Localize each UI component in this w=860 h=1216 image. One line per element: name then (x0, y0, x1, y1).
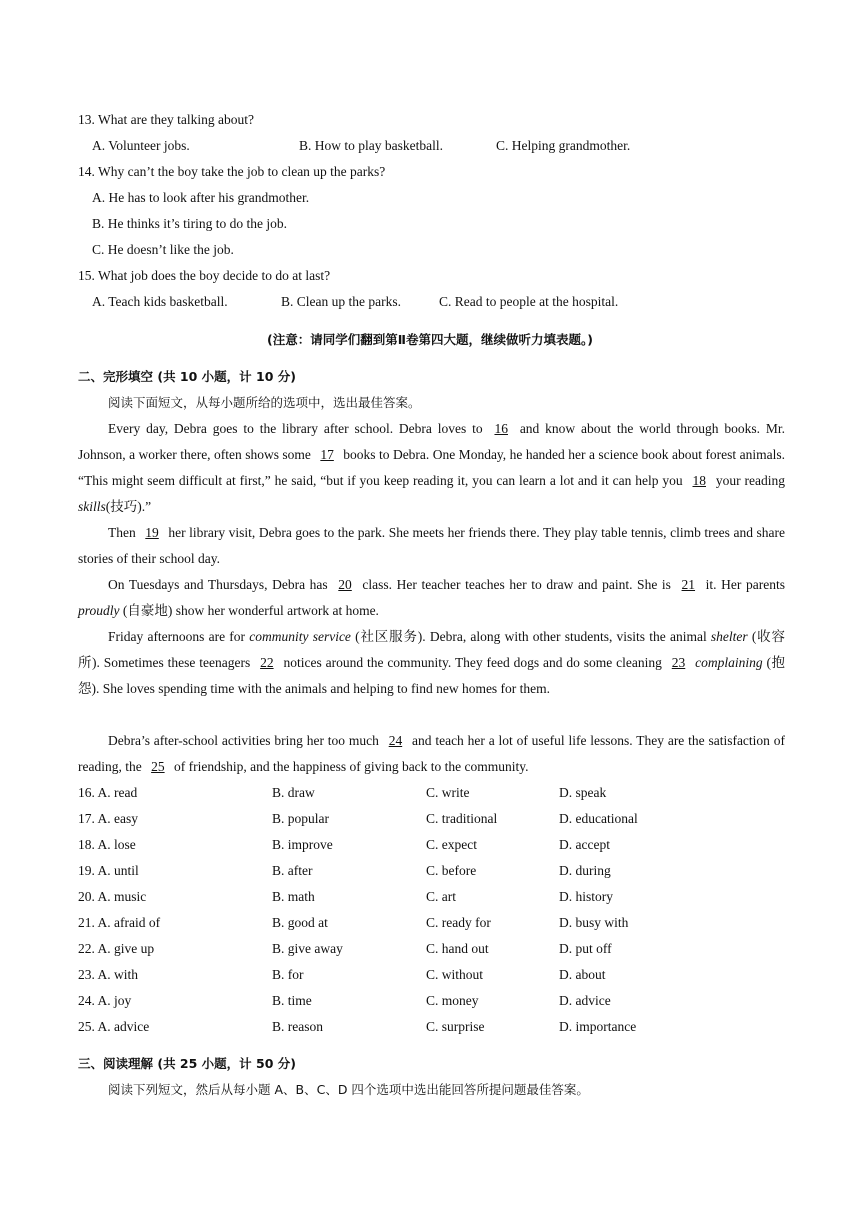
blank-18: 18 (692, 473, 706, 488)
option-row (78, 784, 798, 802)
option-choice: C. before (426, 863, 477, 878)
option-choice: 22. A. give up (78, 941, 155, 956)
option-choice: C. hand out (426, 941, 489, 956)
option-choice: D. busy with (559, 915, 629, 930)
section-3-title: 三、阅读理解 (共 25 小题，计 50 分) (78, 1056, 296, 1071)
passage-paragraph-2: Then 19 her library visit, Debra goes to the park. She meets her friends there. They play table tennis, climb trees and share stories of their school day. (78, 525, 785, 566)
option-choice: C. surprise (426, 1019, 485, 1034)
option-choice: B. reason (272, 1019, 323, 1034)
option-choice: D. during (559, 863, 611, 878)
option-choice: D. importance (559, 1019, 637, 1034)
blank-23: 23 (671, 655, 686, 670)
option-choice: C. art (426, 889, 456, 904)
option-15-b: B. Clean up the parks. (281, 294, 401, 309)
option-row (78, 914, 798, 932)
option-choice: D. about (559, 967, 606, 982)
option-choice: 21. A. afraid of (78, 915, 161, 930)
option-choice: B. math (272, 889, 315, 904)
option-choice: 25. A. advice (78, 1019, 150, 1034)
section-3-instruction: 阅读下列短文，然后从每小题 A、B、C、D 四个选项中选出能回答所提问题最佳答案。 (108, 1082, 589, 1097)
option-choice: B. time (272, 993, 312, 1008)
option-15-c: C. Read to people at the hospital. (439, 294, 619, 309)
option-13-c: C. Helping grandmother. (496, 138, 631, 153)
option-choice: C. money (426, 993, 479, 1008)
option-row (78, 966, 798, 984)
option-row (78, 1018, 798, 1036)
option-choice: 23. A. with (78, 967, 139, 982)
option-choice: B. improve (272, 837, 333, 852)
passage-paragraph-5: Debra’s after-school activities bring her too much 24 and teach her a lot of useful life lessons. They are the satisfaction of reading, the 25 of friendship, and the happiness of giving back to the community. (78, 733, 785, 774)
blank-22: 22 (260, 655, 274, 670)
option-choice: D. history (559, 889, 613, 904)
option-choice: D. accept (559, 837, 610, 852)
option-choice: B. after (272, 863, 313, 878)
option-choice: C. write (426, 785, 470, 800)
passage-paragraph-4: Friday afternoons are for community service (社区服务). Debra, along with other students, visits the animal shelter (收容所). Sometimes these teenagers 22 notices around the community. They feed dogs and do some cleaning 23 complaining (抱怨). She loves spending time with the animals and helping to find new homes for them. (78, 629, 786, 696)
option-15-a: A. Teach kids basketball. (92, 294, 228, 309)
blank-21: 21 (681, 577, 696, 592)
option-choice: C. traditional (426, 811, 498, 826)
option-choice: D. speak (559, 785, 607, 800)
option-row (78, 888, 798, 906)
option-choice: 24. A. joy (78, 993, 132, 1008)
option-choice: 18. A. lose (78, 837, 136, 852)
option-choice: D. advice (559, 993, 611, 1008)
passage-paragraph-3: On Tuesdays and Thursdays, Debra has 20 class. Her teacher teaches her to draw and paint. She is 21 it. Her parents proudly (自豪地) show her wonderful artwork at home. (78, 577, 785, 618)
notice-text: (注意：请同学们翻到第Ⅱ卷第四大题，继续做听力填表题。) (267, 332, 593, 347)
option-choice: C. ready for (426, 915, 491, 930)
question-13: 13. What are they talking about? (78, 112, 254, 127)
option-choice: B. draw (272, 785, 315, 800)
blank-20: 20 (338, 577, 352, 592)
option-row (78, 940, 798, 958)
blank-19: 19 (145, 525, 159, 540)
option-choice: D. educational (559, 811, 638, 826)
option-14-b: B. He thinks it’s tiring to do the job. (92, 216, 287, 231)
option-choice: 20. A. music (78, 889, 147, 904)
section-2-instruction: 阅读下面短文，从每小题所给的选项中，选出最佳答案。 (108, 395, 421, 410)
option-choice: 19. A. until (78, 863, 139, 878)
option-row (78, 810, 798, 828)
option-row (78, 992, 798, 1010)
option-choice: 16. A. read (78, 785, 138, 800)
question-14: 14. Why can’t the boy take the job to clean up the parks? (78, 164, 386, 179)
question-15: 15. What job does the boy decide to do at last? (78, 268, 331, 283)
blank-25: 25 (151, 759, 165, 774)
option-choice: C. expect (426, 837, 477, 852)
option-row (78, 836, 798, 854)
blank-24: 24 (388, 733, 403, 748)
option-choice: C. without (426, 967, 484, 982)
option-14-c: C. He doesn’t like the job. (92, 242, 234, 257)
option-choice: B. for (272, 967, 304, 982)
passage-paragraph-1: Every day, Debra goes to the library after school. Debra loves to 16 and know about the world through books. Mr. Johnson, a worker there, often shows some 17 books to Debra. One Monday, he handed her a science book about forest animals. “This might seem difficult at first,” he said, “but if you keep reading it, you can learn a lot and it can help you 18 your reading skills(技巧).” (78, 421, 786, 514)
option-13-b: B. How to play basketball. (299, 138, 443, 153)
option-choice: B. popular (272, 811, 329, 826)
option-13-a: A. Volunteer jobs. (92, 138, 190, 153)
option-14-a: A. He has to look after his grandmother. (92, 190, 310, 205)
option-choice: D. put off (559, 941, 612, 956)
blank-16: 16 (494, 421, 508, 436)
section-2-title: 二、完形填空 (共 10 小题，计 10 分) (78, 369, 296, 384)
option-row (78, 862, 798, 880)
option-choice: 17. A. easy (78, 811, 138, 826)
option-choice: B. good at (272, 915, 328, 930)
option-choice: B. give away (272, 941, 343, 956)
blank-17: 17 (320, 447, 334, 462)
